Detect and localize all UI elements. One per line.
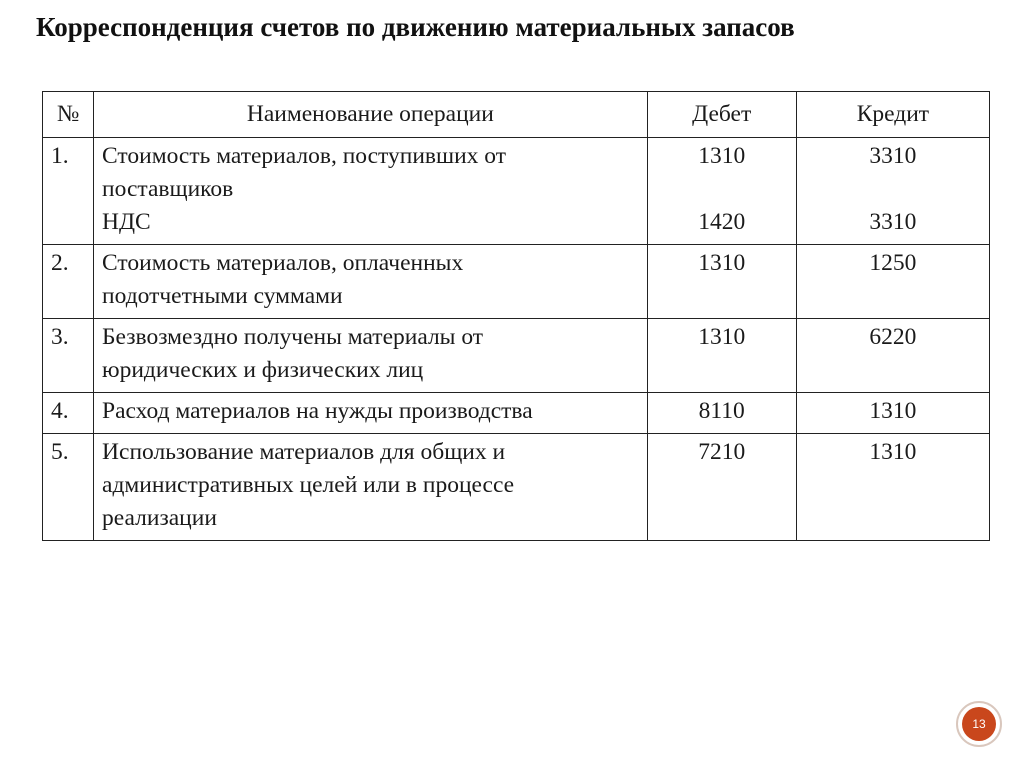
row-debit — [647, 245, 796, 319]
accounts-table — [42, 91, 990, 541]
operation-text-line: поставщиков — [102, 176, 234, 202]
table-header-row — [43, 92, 990, 138]
debit-value: 8110 — [698, 398, 745, 424]
debit-value: 1310 — [698, 324, 746, 350]
header-operation-name: Наименование операции — [94, 92, 648, 138]
operation-text-line: административных целей или в процессе — [102, 472, 515, 498]
table-row — [43, 138, 990, 245]
row-operation-name — [94, 319, 648, 393]
operation-text-line: Расход материалов на нужды производства — [102, 398, 533, 424]
operation-text-line: реализации — [102, 505, 217, 531]
debit-value: 1420 — [698, 209, 746, 235]
row-credit — [796, 434, 989, 541]
header-debit: Дебет — [647, 92, 796, 138]
operation-text-line: юридических и физических лиц — [102, 357, 424, 383]
row-debit — [647, 138, 796, 245]
credit-value: 3310 — [869, 143, 917, 169]
row-number: 1. — [43, 138, 94, 245]
credit-value: 3310 — [869, 209, 917, 235]
operation-text-line: Использование материалов для общих и — [102, 439, 506, 465]
row-number: 2. — [43, 245, 94, 319]
debit-value: 1310 — [698, 143, 746, 169]
row-debit — [647, 434, 796, 541]
credit-value: 6220 — [869, 324, 917, 350]
row-credit — [796, 319, 989, 393]
row-credit — [796, 245, 989, 319]
operation-text-line: НДС — [102, 209, 151, 235]
credit-value: 1310 — [869, 398, 917, 424]
table-row — [43, 434, 990, 541]
header-credit: Кредит — [796, 92, 989, 138]
row-number: 5. — [43, 434, 94, 541]
debit-value: 7210 — [698, 439, 746, 465]
table-row — [43, 245, 990, 319]
row-credit — [796, 393, 989, 434]
row-operation-name — [94, 393, 648, 434]
row-operation-name — [94, 245, 648, 319]
table-row — [43, 393, 990, 434]
row-credit — [796, 138, 989, 245]
page-number-badge — [956, 701, 1002, 747]
cell-spacer — [656, 173, 788, 206]
row-number: 4. — [43, 393, 94, 434]
credit-value: 1310 — [869, 439, 917, 465]
cell-spacer — [805, 173, 981, 206]
row-number: 3. — [43, 319, 94, 393]
debit-value: 1310 — [698, 250, 746, 276]
credit-value: 1250 — [869, 250, 917, 276]
row-operation-name — [94, 434, 648, 541]
row-debit — [647, 393, 796, 434]
operation-text-line: Безвозмездно получены материалы от — [102, 324, 484, 350]
header-number: № — [43, 92, 94, 138]
page-title: Корреспонденция счетов по движению материальных запасов — [36, 12, 795, 42]
operation-text-line: подотчетными суммами — [102, 283, 343, 309]
table-row — [43, 319, 990, 393]
row-debit — [647, 319, 796, 393]
operation-text-line: Стоимость материалов, поступивших от — [102, 143, 507, 169]
operation-text-line: Стоимость материалов, оплаченных — [102, 250, 464, 276]
row-operation-name — [94, 138, 648, 245]
page-number: 13 — [962, 707, 996, 741]
